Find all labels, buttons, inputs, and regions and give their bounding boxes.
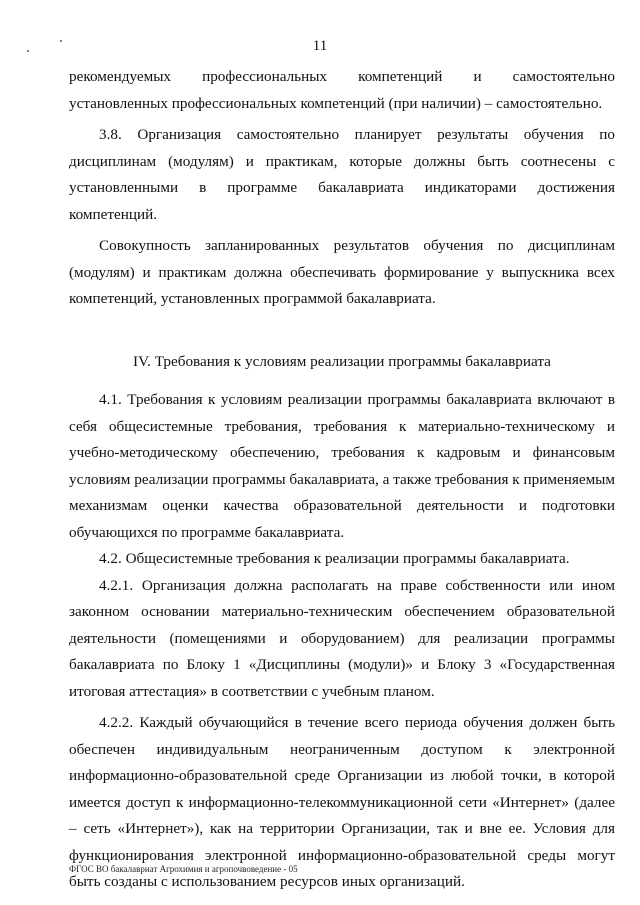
page-number: 11 [312, 38, 328, 54]
footer-text: ФГОС ВО бакалавриат Агрохимия и агропочвоведение - 05 [69, 864, 298, 874]
paragraph: установленных профессиональных компетенций (при наличии) – самостоятельно. [69, 94, 603, 112]
paragraph: Совокупность запланированных результатов обучения по дисциплинам (модулям) и практикам должна обеспечивать формирование у выпускника всех компетенций, установленных программой бакалавриата. [69, 237, 615, 307]
paragraph: 4.2.2. Каждый обучающийся в течение всего периода обучения должен быть обеспечен индивидуальным неограниченным доступом к электронной информационно-образовательной среде Организации из любой точки, в которой имеется доступ к информационно-телекоммуникационной сети «Интернет» (далее – сеть «Интернет»), как на территории Организации, так и вне ее. Условия для функционирования электронной информационно-образовательной среды могут быть созданы с использованием ресурсов иных организаций. [69, 714, 615, 890]
paragraph: 4.2. Общесистемные требования к реализации программы бакалавриата. [99, 550, 570, 567]
paragraph-line: рекомендуемых профессиональных компетенций и самостоятельно [69, 68, 615, 85]
section-heading: IV. Требования к условиям реализации программы бакалавриата [133, 352, 551, 370]
paragraph: 4.2.1. Организация должна располагать на праве собственности или ином законном основании материально-техническим обеспечением образовательной деятельности (помещениями и оборудованием) для реализации программы бакалавриата по Блоку 1 «Дисциплины (модули)» и Блоку 3 «Государственная итоговая аттестация» в соответствии с учебным планом. [69, 576, 615, 700]
document-body [69, 64, 615, 896]
paragraph: 3.8. Организация самостоятельно планирует результаты обучения по дисциплинам (модулям) и практикам, которые должны быть соотнесены с установленными в программе бакалавриата индикаторами достижения компетенций. [69, 126, 615, 223]
paragraph: 4.1. Требования к условиям реализации программы бакалавриата включают в себя общесистемные требования, требования к материально-техническому и учебно-методическому обеспечению, требования к кадровым и финансовым условиям реализации программы бакалавриата, а также требования к применяемым механизмам оценки качества образовательной деятельности и подготовки обучающихся по программе бакалавриата. [69, 391, 615, 541]
